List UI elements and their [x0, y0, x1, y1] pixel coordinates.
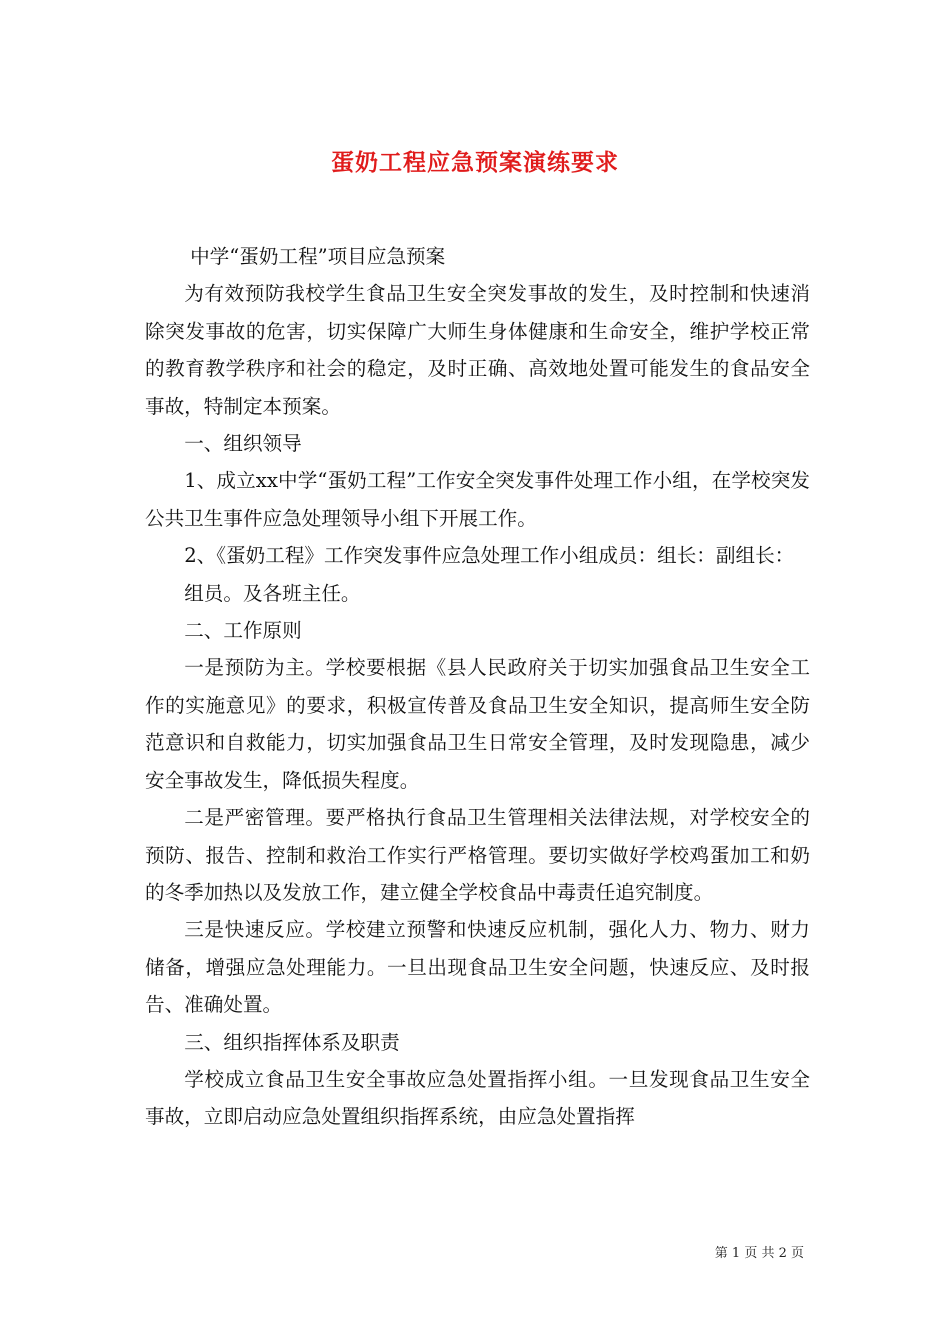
document-title: 蛋奶工程应急预案演练要求 [331, 149, 619, 177]
section-heading-principles: 二、工作原则 [184, 619, 302, 643]
section-heading-organization: 一、组织领导 [184, 432, 302, 456]
document-body [145, 238, 810, 1136]
plan-subtitle: 中学“蛋奶工程”项目应急预案 [190, 245, 446, 268]
paragraph-command-group: 学校成立食品卫生安全事故应急处置指挥小组。一旦发现食品卫生安全事故，立即启动应急处置组织指挥系统，由应急处置指挥 [145, 1067, 810, 1129]
paragraph-response: 三是快速反应。学校建立预警和快速反应机制，强化人力、物力、财力储备，增强应急处理能力。一旦出现食品卫生安全问题，快速反应、及时报告、准确处置。 [145, 918, 810, 1017]
page-number-footer: 第 1 页 共 2 页 [714, 1246, 804, 1261]
paragraph-prevention: 一是预防为主。学校要根据《县人民政府关于切实加强食品卫生安全工作的实施意见》的要求，积极宣传普及食品卫生安全知识，提高师生安全防范意识和自救能力，切实加强食品卫生日常安全管理，及时发现隐患，减少安全事故发生，降低损失程度。 [145, 656, 810, 792]
intro-paragraph: 为有效预防我校学生食品卫生安全突发事故的发生，及时控制和快速消除突发事故的危害，切实保障广大师生身体健康和生命安全，维护学校正常的教育教学秩序和社会的稳定，及时正确、高效地处置可能发生的食品安全事故，特制定本预案。 [145, 282, 810, 418]
paragraph-team-setup: 1、成立xx中学“蛋奶工程”工作安全突发事件处理工作小组，在学校突发公共卫生事件应急处理领导小组下开展工作。 [145, 469, 810, 530]
paragraph-management: 二是严密管理。要严格执行食品卫生管理相关法律法规，对学校安全的预防、报告、控制和救治工作实行严格管理。要切实做好学校鸡蛋加工和奶的冬季加热以及发放工作，建立健全学校食品中毒责任追究制度。 [145, 806, 810, 904]
paragraph-members-list: 组员。及各班主任。 [184, 581, 361, 605]
section-heading-command: 三、组织指挥体系及职责 [184, 1030, 400, 1054]
paragraph-team-members: 2、《蛋奶工程》工作突发事件应急处理工作小组成员：组长：副组长： [184, 544, 795, 568]
